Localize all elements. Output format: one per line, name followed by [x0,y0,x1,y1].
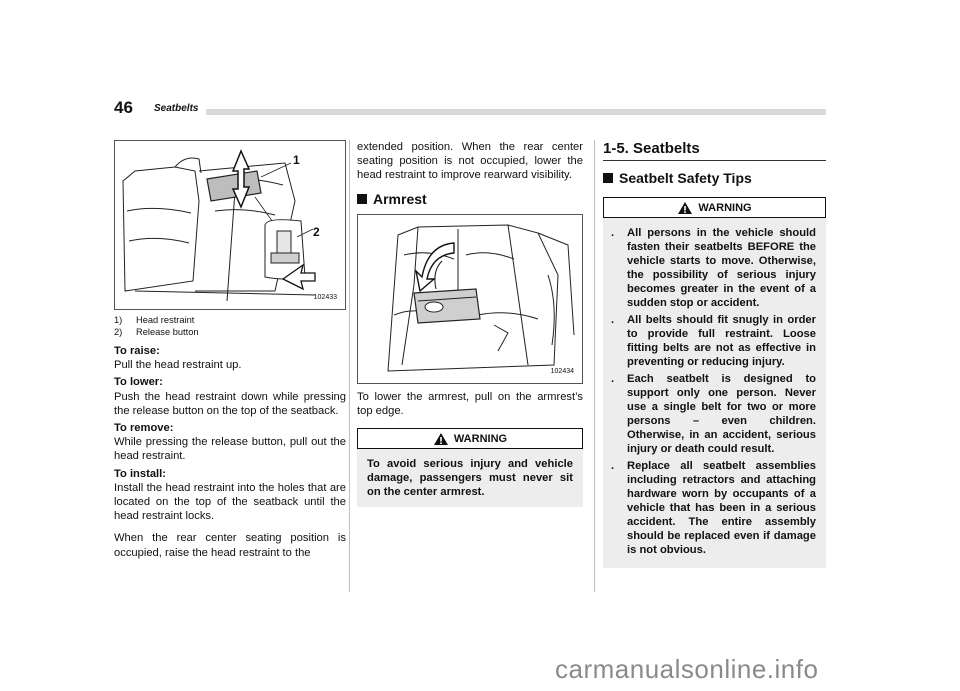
warning-text: To avoid serious injury and vehicle damage, passengers must never sit on the center armrest. [367,458,573,499]
install-heading: To install: [114,467,166,480]
warning-header: WARNING [603,197,826,218]
remove-heading: To remove: [114,422,174,435]
head-restraint-illustration [115,141,345,309]
section-label: Seatbelts [154,103,199,114]
list-item: . All persons in the vehicle should fasten their seatbelts BEFORE the vehicle starts to move. Otherwise, the possibility of serious injury becomes greater in the event of a sudden stop or accident. [611,227,816,310]
heading-square-icon [357,194,367,204]
header-rule [206,109,826,115]
column-3 [603,140,826,568]
remove-text: While pressing the release button, pull out the head restraint. [114,436,346,463]
chapter-title: 1-5. Seatbelts [603,142,826,161]
list-item: . Replace all seatbelt assemblies including retractors and attaching hardware worn by occupants of a vehicle that has been in a serious accident. The entire assembly should be replaced even if damage is not obvious. [611,460,816,557]
lower-heading: To lower: [114,376,163,389]
page-number: 46 [114,98,133,117]
warning-header: WARNING [357,428,583,449]
lower-text: Push the head restraint down while pressing the release button on the top of the seatback. [114,390,346,417]
column-divider-1 [349,140,350,592]
armrest-text: To lower the armrest, pull on the armrest’s top edge. [357,390,583,418]
armrest-heading: Armrest [357,192,583,206]
page-header [114,98,826,122]
warning-bullets [603,218,826,557]
column-1 [114,140,346,560]
figure-id: 102433 [313,293,337,301]
armrest-warning-box [357,428,583,507]
safety-tips-heading: Seatbelt Safety Tips [603,171,826,185]
callout-1: 1 [293,153,300,167]
list-item: . All belts should fit snugly in order to provide full restraint. Loose fitting belts are not as effective in preventing or reducing injury. [611,314,816,369]
install-text: Install the head restraint into the holes that are located on the top of the seatback until the head restraint locks. [114,481,346,523]
warning-triangle-icon [433,432,449,446]
heading-square-icon [603,173,613,183]
callout-2: 2 [313,225,320,239]
seatbelt-warning-box [603,197,826,568]
figure-legend [114,314,346,338]
warning-triangle-icon [677,201,693,215]
head-restraint-figure [114,140,346,310]
legend-item: 2) Release button [114,327,199,337]
watermark: carmanualsonline.info [555,654,819,684]
column-divider-2 [594,140,595,592]
column-2 [357,140,583,507]
raise-text: Pull the head restraint up. [114,359,242,372]
figure-id: 102434 [550,367,574,375]
raise-heading: To raise: [114,345,160,357]
armrest-figure [357,214,583,384]
continued-text: extended position. When the rear center seating position is not occupied, lower the head restraint to improve rearward visibility. [357,141,583,182]
armrest-illustration [358,215,582,383]
list-item: . Each seatbelt is designed to support only one person. Never use a single belt for two or more persons – even children. Otherwise, in an accident, serious injury or death could result. [611,373,816,456]
legend-item: 1) Head restraint [114,315,195,325]
occupied-text: When the rear center seating position is occupied, raise the head restraint to the [114,532,346,559]
